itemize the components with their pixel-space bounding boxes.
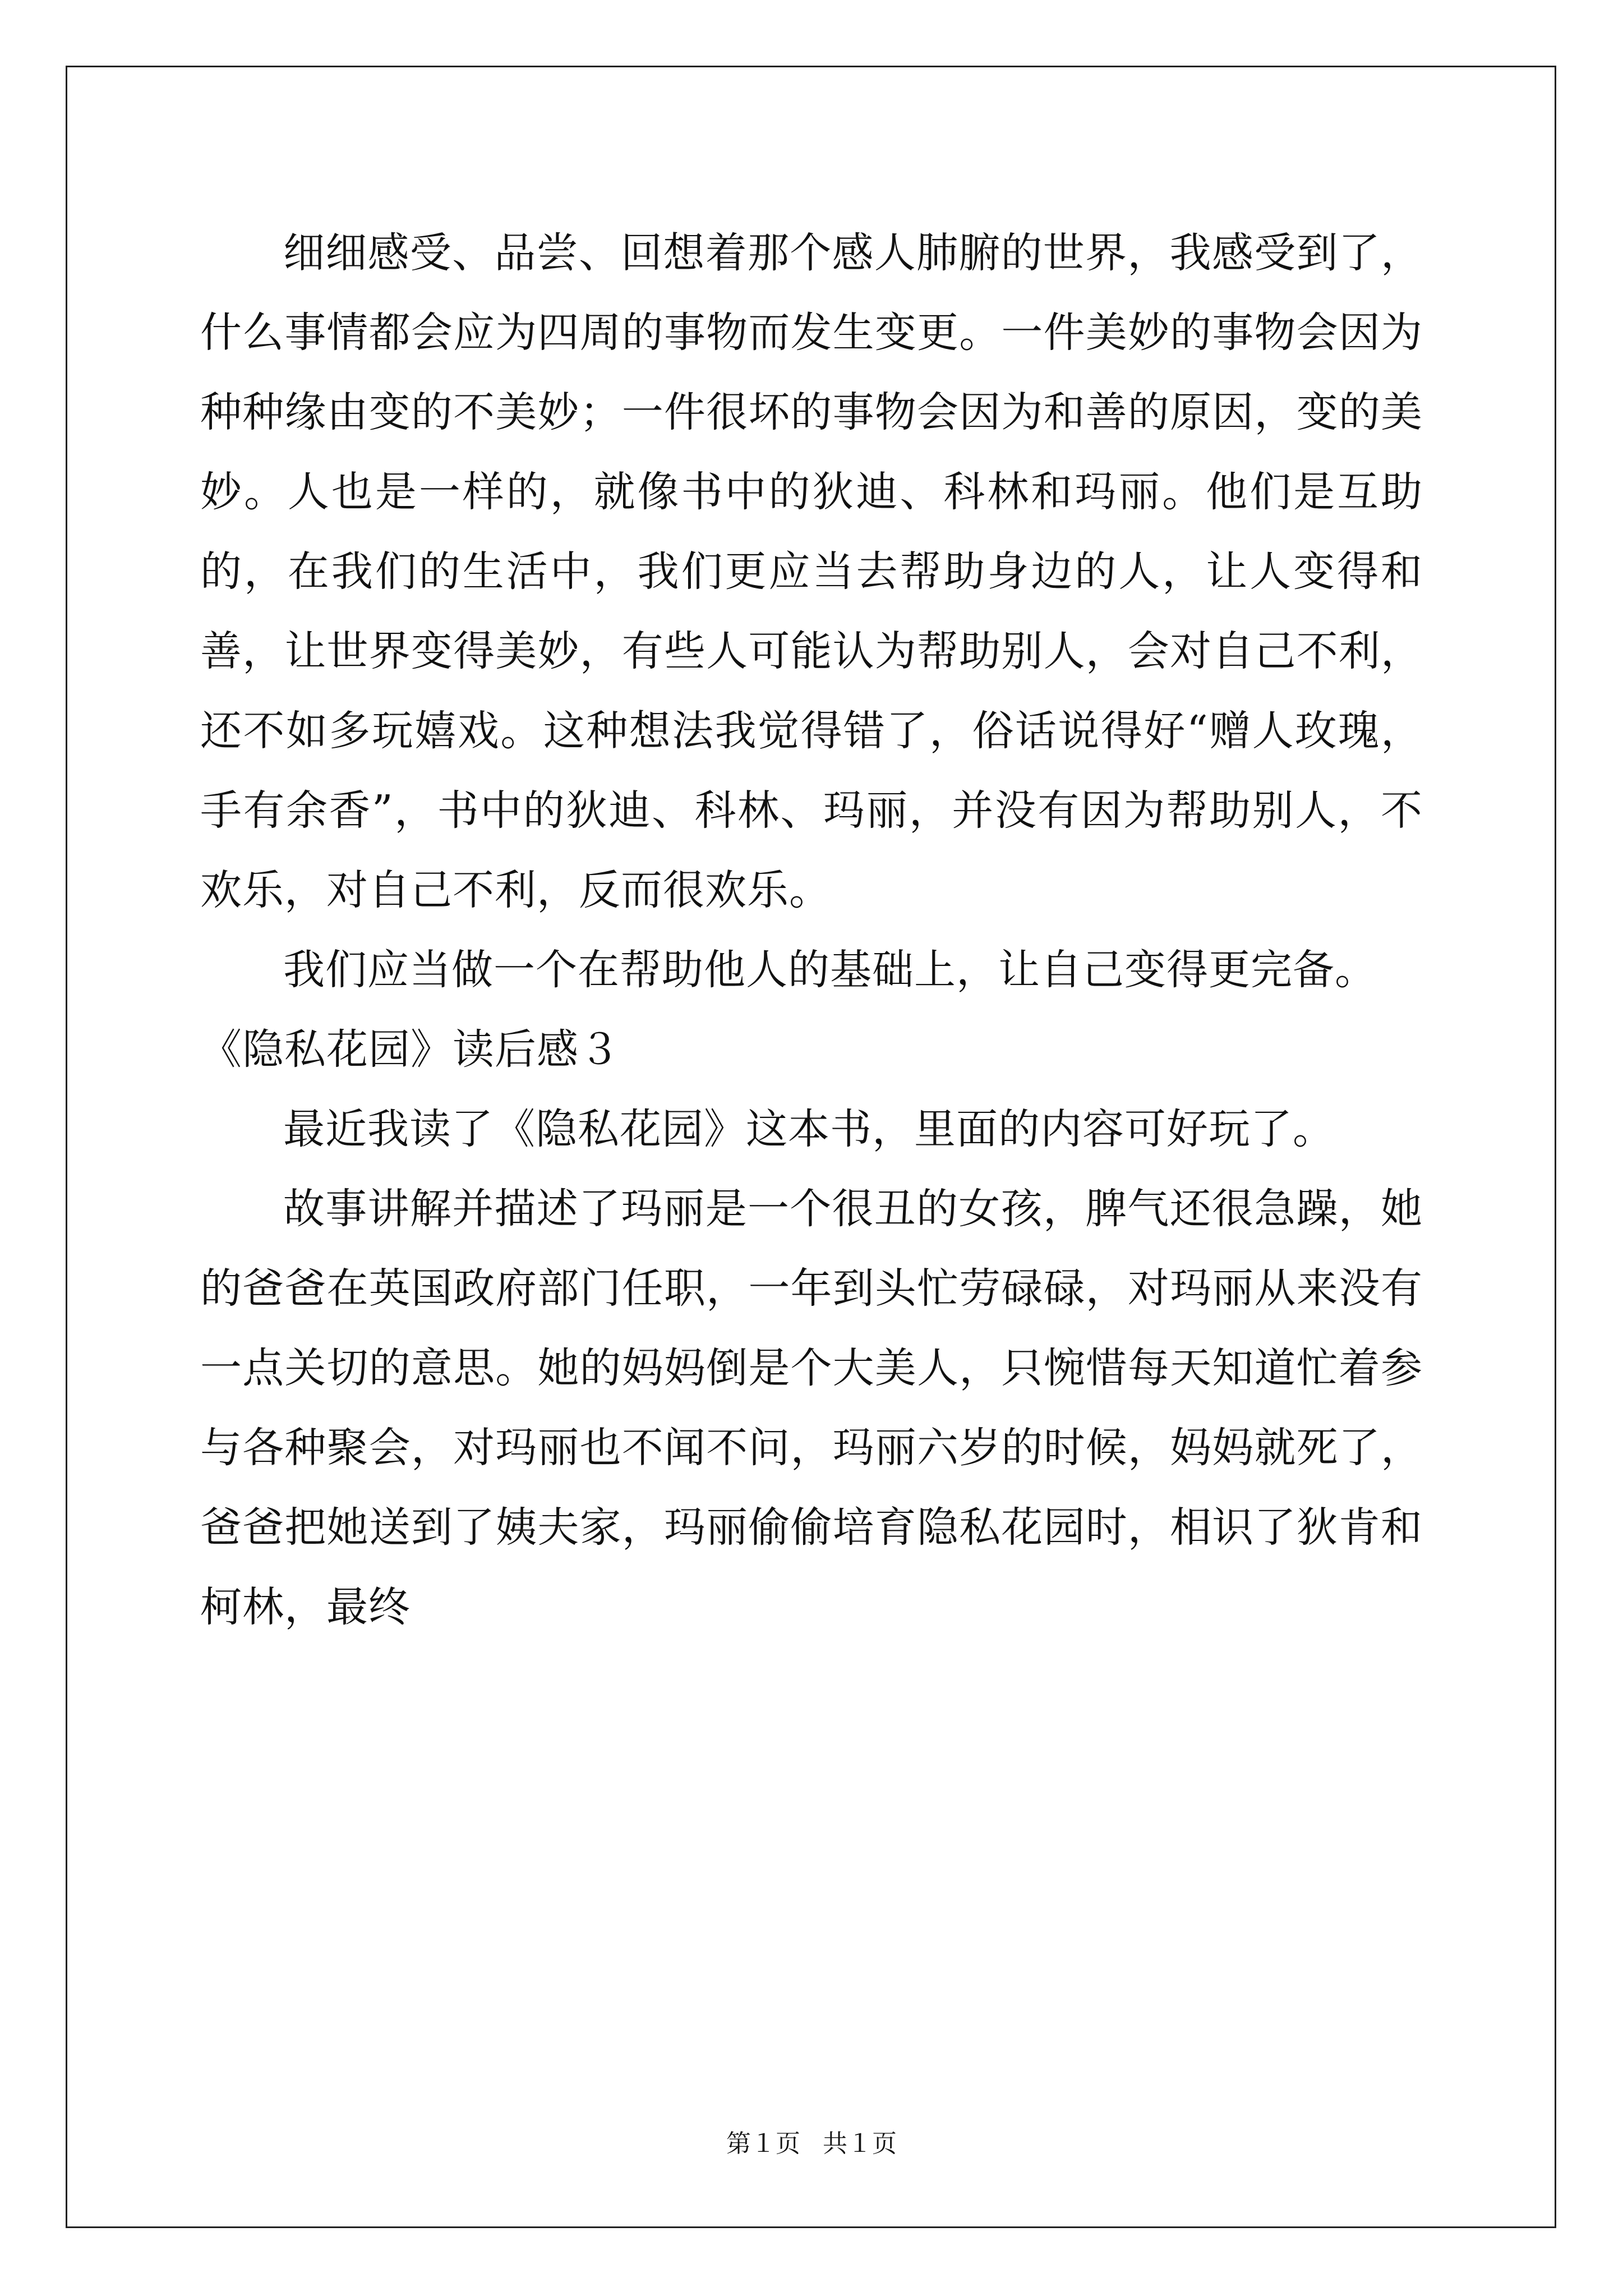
page-number: 第１页 — [726, 2129, 800, 2158]
section-heading: 《隐私花园》读后感３ — [200, 1025, 621, 1074]
paragraph: 故事讲解并描述了玛丽是一个很丑的女孩，脾气还很急躁，她的爸爸在英国政府部门任职，一年到头忙劳碌碌，对玛丽从来没有一点关切的意思。她的妈妈倒是个大美人，只惋惜每天知道忙着参与各种聚会，对玛丽也不闻不问，玛丽六岁的时候，妈妈就死了，爸爸把她送到了姨夫家，玛丽偷偷培育隐私花园时，相识了狄肯和柯林，最终 — [200, 1185, 1423, 1631]
paragraph: 最近我读了《隐私花园》这本书，里面的内容可好玩了。 — [283, 1105, 1335, 1153]
paragraph: 细细感受、品尝、回想着那个感人肺腑的世界，我感受到了，什么事情都会应为四周的事物而发生变更。一件美妙的事物会因为种种缘由变的不美妙；一件很坏的事物会因为和善的原因，变的美妙。人也是一样的，就像书中的狄迪、科林和玛丽。他们是互助的，在我们的生活中，我们更应当去帮助身边的人，让人变得和善，让世界变得美妙，有些人可能认为帮助别人，会对自己不利，还不如多玩嬉戏。这种想法我觉得错了，俗话说得好“赠人玫瑰，手有余香”，书中的狄迪、科林、玛丽，并没有因为帮助别人，不欢乐，对自己不利，反而很欢乐。 — [200, 229, 1423, 914]
paragraph: 我们应当做一个在帮助他人的基础上，让自己变得更完备。 — [283, 946, 1377, 994]
document-body — [200, 213, 1423, 1647]
page-footer — [0, 2127, 1623, 2161]
page-total: 共１页 — [823, 2129, 897, 2158]
